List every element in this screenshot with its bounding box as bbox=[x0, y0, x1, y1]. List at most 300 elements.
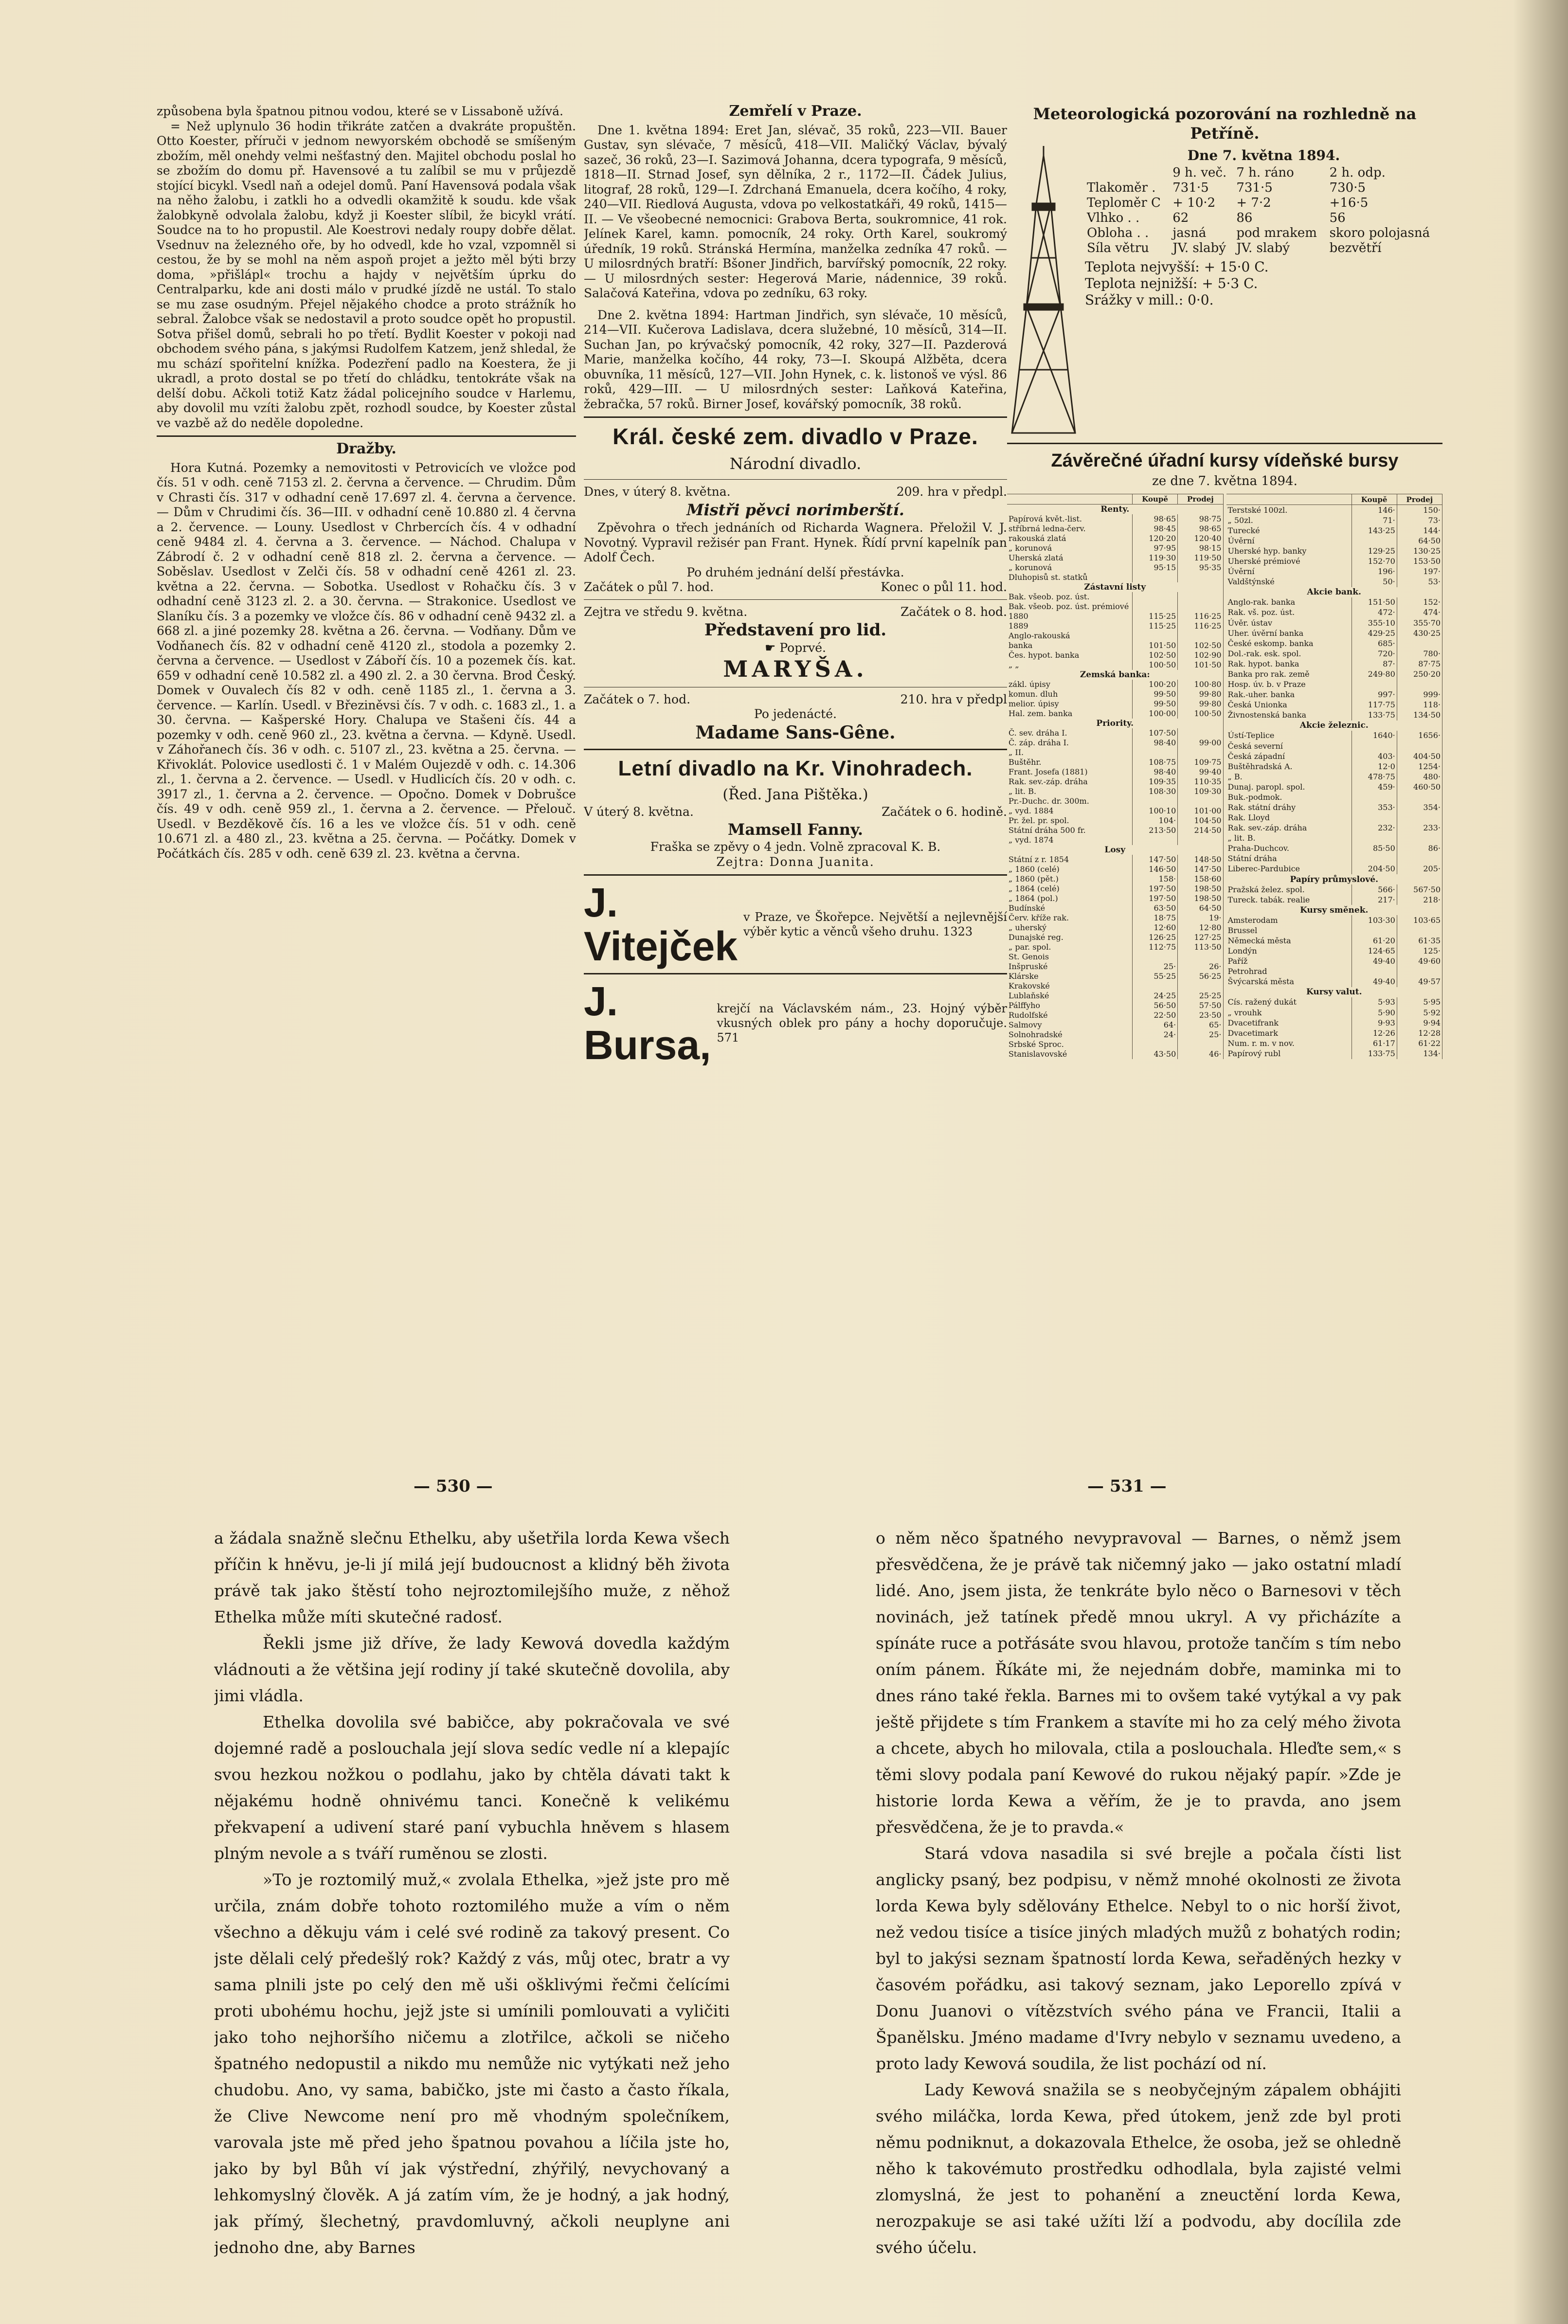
bourse-buy-price: 87· bbox=[1352, 659, 1397, 669]
show2-dateline bbox=[584, 605, 1007, 619]
bourse-security-name: Pražská želez. spol. bbox=[1226, 884, 1352, 895]
bourse-table-left bbox=[1007, 494, 1224, 1059]
meteo-label: Teploměr C bbox=[1087, 196, 1161, 210]
bourse-row bbox=[1007, 962, 1223, 972]
bourse-buy-price: 104· bbox=[1133, 816, 1178, 826]
bourse-sell-price bbox=[1397, 792, 1442, 802]
bourse-security-name: Pr.-Duchc. dr. 300m. bbox=[1007, 796, 1133, 806]
bourse-row bbox=[1226, 536, 1442, 546]
bourse-sell-price: 1656· bbox=[1397, 731, 1442, 741]
bourse-sell-price: 355·70 bbox=[1397, 618, 1442, 628]
bourse-security-name: Státní dráha bbox=[1226, 854, 1352, 864]
ad-bursa-name: J. Bursa, bbox=[584, 978, 711, 1068]
divider bbox=[584, 416, 1007, 418]
petrin-tower-image bbox=[1007, 146, 1080, 438]
news-cholera: způsobena byla špatnou pitnou vodou, které se v Lissaboně užívá. bbox=[157, 104, 563, 118]
story-right-column bbox=[876, 1525, 1401, 2284]
bourse-buy-price bbox=[1133, 631, 1178, 641]
bourse-buy-price: 197·50 bbox=[1133, 884, 1178, 894]
bourse-sell-price: 474· bbox=[1397, 608, 1442, 618]
divider bbox=[584, 973, 1007, 974]
bourse-row bbox=[1007, 738, 1223, 748]
bourse-sell-price: 233· bbox=[1397, 823, 1442, 833]
bourse-row bbox=[1226, 515, 1442, 525]
bourse-row bbox=[1007, 855, 1223, 865]
bourse-security-name: Dluhopisů st. statků bbox=[1007, 573, 1133, 582]
bourse-security-name: Uherské prémiové bbox=[1226, 557, 1352, 567]
meteo-heading: Meteorologická pozorování na rozhledně na Petříně. bbox=[1033, 105, 1417, 143]
meteo-data bbox=[1085, 146, 1442, 438]
bourse-row bbox=[1007, 913, 1223, 923]
bourse-security-name: Pálffyho bbox=[1007, 1001, 1133, 1010]
bourse-buy-price: 12·26 bbox=[1352, 1028, 1397, 1038]
bourse-buy-price: 85·50 bbox=[1352, 844, 1397, 854]
bourse-sell-price: 102·50 bbox=[1178, 641, 1223, 650]
bourse-security-name: „ uherský bbox=[1007, 923, 1133, 933]
bourse-buy-price: 217· bbox=[1352, 895, 1397, 905]
bourse-row bbox=[1007, 991, 1223, 1001]
bourse-buy-price bbox=[1133, 835, 1178, 845]
bourse-row bbox=[1226, 1048, 1442, 1059]
bourse-buy-price: 100·50 bbox=[1133, 660, 1178, 670]
bourse-sell-price: 120·40 bbox=[1178, 534, 1223, 543]
bourse-row bbox=[1007, 563, 1223, 573]
bourse-buy-price: 101·50 bbox=[1133, 641, 1178, 650]
bourse-sell-price: 116·25 bbox=[1178, 612, 1223, 621]
bourse-row bbox=[1226, 628, 1442, 638]
ad-vitejcek-name: J. Vitejček bbox=[584, 880, 738, 969]
bourse-buy-price bbox=[1352, 925, 1397, 936]
divider bbox=[584, 749, 1007, 750]
bourse-security-name: Papírová květ.-list. bbox=[1007, 514, 1133, 524]
meteo-value: bezvětří bbox=[1329, 241, 1382, 255]
bourse-buy-price: 61·17 bbox=[1352, 1038, 1397, 1048]
column-buy: Koupě bbox=[1133, 494, 1178, 504]
auctions-heading: Dražby. bbox=[336, 440, 397, 457]
meteo-table bbox=[1085, 165, 1442, 256]
bourse-sell-price: 98·15 bbox=[1178, 543, 1223, 553]
bourse-buy-price: 685· bbox=[1352, 638, 1397, 649]
bourse-buy-price: 143·25 bbox=[1352, 525, 1397, 536]
bourse-buy-price: 22·50 bbox=[1133, 1010, 1178, 1020]
bourse-security-name: Buštěhr. bbox=[1007, 757, 1133, 767]
ad-vitejcek-number: 1323 bbox=[943, 925, 973, 938]
bourse-buy-price: 108·75 bbox=[1133, 757, 1178, 767]
bourse-security-name: Krakovské bbox=[1007, 981, 1133, 991]
bourse-security-name: Č. sev. dráha I. bbox=[1007, 728, 1133, 738]
bourse-buy-price: 24·25 bbox=[1133, 991, 1178, 1001]
bourse-sell-price bbox=[1397, 833, 1442, 844]
bourse-sell-price: 148·50 bbox=[1178, 855, 1223, 865]
bourse-section-label: Papíry průmyslové. bbox=[1226, 874, 1442, 884]
bourse-sell-price: 101·50 bbox=[1178, 660, 1223, 670]
bourse-security-name: komun. dluh bbox=[1007, 689, 1133, 699]
bourse-section-label: Akcie železnic. bbox=[1226, 721, 1442, 731]
bourse-sell-price: 102·90 bbox=[1178, 650, 1223, 660]
show2-first bbox=[584, 641, 1007, 656]
meteo-value: jasná bbox=[1172, 226, 1207, 240]
bourse-row bbox=[1007, 903, 1223, 913]
bourse-security-name: „ lit. B. bbox=[1007, 787, 1133, 796]
bourse-buy-price bbox=[1352, 813, 1397, 823]
bourse-buy-price: 232· bbox=[1352, 823, 1397, 833]
meteo-label: Obloha . . bbox=[1087, 226, 1149, 240]
bourse-security-name: Anglo-rakouská bbox=[1007, 631, 1133, 641]
bourse-security-name: Bak. všeob. poz. úst. prémiové bbox=[1007, 602, 1133, 612]
bourse-security-name: Turecké bbox=[1226, 525, 1352, 536]
bourse-row bbox=[1007, 923, 1223, 933]
bourse-sell-price: 99·40 bbox=[1178, 767, 1223, 777]
bourse-security-name: Česká západní bbox=[1226, 751, 1352, 761]
bourse-buy-price: 99·50 bbox=[1133, 699, 1178, 709]
bourse-sell-price bbox=[1178, 602, 1223, 612]
bourse-sell-price: 134· bbox=[1397, 1048, 1442, 1059]
bourse-buy-price: 147·50 bbox=[1133, 855, 1178, 865]
show1-dateline bbox=[584, 485, 1007, 499]
bourse-sell-price: 53· bbox=[1397, 577, 1442, 587]
bourse-sell-price bbox=[1397, 967, 1442, 977]
meteo-row bbox=[1085, 196, 1442, 211]
bourse-section-row bbox=[1007, 582, 1223, 592]
bourse-buy-price: 99·50 bbox=[1133, 689, 1178, 699]
bourse-row bbox=[1226, 1028, 1442, 1038]
show1-subscription: 209. hra v předpl. bbox=[896, 485, 1007, 499]
show1-start: Začátek o půl 7. hod. bbox=[584, 580, 714, 594]
bourse-sell-price: 214·50 bbox=[1178, 826, 1223, 835]
show1-date: Dnes, v úterý 8. května. bbox=[584, 485, 731, 499]
bourse-security-name: Uherské hyp. banky bbox=[1226, 546, 1352, 556]
bourse-tables bbox=[1007, 494, 1442, 1059]
bourse-sell-price: 110·35 bbox=[1178, 777, 1223, 787]
bourse-security-name: „ 1864 (pol.) bbox=[1007, 894, 1133, 903]
bourse-buy-price: 98·65 bbox=[1133, 514, 1178, 524]
bourse-row bbox=[1226, 669, 1442, 679]
bourse-buy-price: 61·20 bbox=[1352, 936, 1397, 946]
bourse-section-row bbox=[1226, 987, 1442, 997]
bourse-security-name: Rak.-uher. banka bbox=[1226, 690, 1352, 700]
bourse-security-name: Dunajské reg. bbox=[1007, 933, 1133, 942]
bourse-sell-price: 480· bbox=[1397, 772, 1442, 782]
bourse-buy-price: 49·40 bbox=[1352, 956, 1397, 967]
meteo-value: 86 bbox=[1236, 211, 1253, 225]
page-number-right: — 531 — bbox=[1087, 1477, 1167, 1496]
bourse-buy-price: 403· bbox=[1352, 751, 1397, 761]
bourse-row bbox=[1007, 680, 1223, 689]
column-deaths-theatre bbox=[584, 104, 1007, 1301]
bourse-buy-price: 109·35 bbox=[1133, 777, 1178, 787]
bourse-security-name: Dunaj. paropl. spol. bbox=[1226, 782, 1352, 792]
bourse-security-name: Rak. Lloyd bbox=[1226, 813, 1352, 823]
bourse-sell-price bbox=[1397, 813, 1442, 823]
bourse-row bbox=[1007, 592, 1223, 602]
bourse-security-name: 1889 bbox=[1007, 621, 1133, 631]
divider bbox=[157, 435, 576, 437]
bourse-row bbox=[1007, 972, 1223, 981]
bourse-row bbox=[1007, 748, 1223, 757]
bourse-security-name: Česká severní bbox=[1226, 741, 1352, 751]
bourse-security-name: Čes. hypot. banka bbox=[1007, 650, 1133, 660]
bourse-row bbox=[1007, 1010, 1223, 1020]
bourse-buy-price bbox=[1133, 592, 1178, 602]
bourse-row bbox=[1007, 543, 1223, 553]
bourse-sell-price bbox=[1178, 728, 1223, 738]
bourse-security-name: Úvěr. ústav bbox=[1226, 618, 1352, 628]
bourse-sell-price: 86· bbox=[1397, 844, 1442, 854]
bourse-security-name: „ vrouhk bbox=[1226, 1008, 1352, 1018]
meteo-row bbox=[1085, 241, 1442, 256]
bourse-buy-price: 56·50 bbox=[1133, 1001, 1178, 1010]
bourse-security-name: „ 50zl. bbox=[1226, 515, 1352, 525]
meteo-value: +16·5 bbox=[1329, 196, 1369, 210]
bourse-row bbox=[1226, 505, 1442, 516]
bourse-buy-price: 478·75 bbox=[1352, 772, 1397, 782]
bourse-buy-price bbox=[1352, 741, 1397, 751]
bourse-row bbox=[1226, 741, 1442, 751]
meteo-max: Teplota nejvyšší: + 15·0 C. bbox=[1085, 259, 1269, 275]
bourse-security-name: „ 1860 (celé) bbox=[1007, 865, 1133, 874]
bourse-security-name: Státní dráha 500 fr. bbox=[1007, 826, 1133, 835]
bourse-security-name: „ korunová bbox=[1007, 563, 1133, 573]
bourse-row bbox=[1226, 525, 1442, 536]
bourse-sell-price: 57·50 bbox=[1178, 1001, 1223, 1010]
bourse-row bbox=[1007, 524, 1223, 534]
bourse-row bbox=[1226, 823, 1442, 833]
bourse-sell-price: 9·94 bbox=[1397, 1018, 1442, 1028]
bourse-security-name: Inšpruské bbox=[1007, 962, 1133, 972]
ad-vitejcek-text bbox=[743, 910, 1007, 939]
bourse-security-name: Rak. sev.-záp. dráha bbox=[1226, 823, 1352, 833]
bourse-row bbox=[1226, 690, 1442, 700]
bourse-sell-price: 61·35 bbox=[1397, 936, 1442, 946]
bourse-buy-price: 100·20 bbox=[1133, 680, 1178, 689]
bourse-row bbox=[1226, 854, 1442, 864]
bourse-row bbox=[1007, 767, 1223, 777]
divider bbox=[1007, 443, 1442, 444]
bourse-buy-price: 102·50 bbox=[1133, 650, 1178, 660]
bourse-sell-price bbox=[1178, 981, 1223, 991]
bourse-sell-price: 12·28 bbox=[1397, 1028, 1442, 1038]
bourse-row bbox=[1007, 933, 1223, 942]
meteo-block bbox=[1007, 146, 1442, 438]
bourse-buy-price bbox=[1133, 796, 1178, 806]
bourse-sell-price: 116·25 bbox=[1178, 621, 1223, 631]
bourse-security-name: Rudolfské bbox=[1007, 1010, 1133, 1020]
bourse-section-label: Losy bbox=[1007, 845, 1223, 855]
bourse-buy-price: 71· bbox=[1352, 515, 1397, 525]
bourse-security-name: Dvacetifrank bbox=[1226, 1018, 1352, 1028]
bourse-row bbox=[1007, 1040, 1223, 1049]
bourse-sell-price: 198·50 bbox=[1178, 894, 1223, 903]
bourse-buy-price: 103·30 bbox=[1352, 915, 1397, 925]
show3-play: Madame Sans-Gêne. bbox=[695, 722, 896, 743]
bourse-section-label: Zemská banka: bbox=[1007, 670, 1223, 680]
bourse-security-name: Česká Unionka bbox=[1226, 700, 1352, 710]
bourse-row bbox=[1226, 751, 1442, 761]
bourse-row bbox=[1226, 813, 1442, 823]
bourse-row bbox=[1226, 546, 1442, 556]
bourse-buy-price: 117·75 bbox=[1352, 700, 1397, 710]
meteo-rain: Srážky v mill.: 0·0. bbox=[1085, 292, 1214, 308]
ad-vitejcek-body: v Praze, ve Škořepce. Největší a nejlevnější výběr kytic a věnců všeho druhu. bbox=[743, 910, 1007, 938]
bourse-security-name: Bak. všeob. poz. úst. bbox=[1007, 592, 1133, 602]
deaths-heading: Zemřelí v Praze. bbox=[729, 104, 862, 120]
bourse-security-name: Uherská zlatá bbox=[1007, 553, 1133, 563]
bourse-buy-price bbox=[1133, 981, 1178, 991]
bourse-row bbox=[1226, 895, 1442, 905]
auctions-text: Hora Kutná. Pozemky a nemovitosti v Petrovicích ve vložce pod čís. 51 v odh. ceně 7153 zl. 2. června a července. — Chrudim. Dům v Chrasti čís. 317 v odhadní ceně 17.697 zl. 4. června a července. — Dům v Chrudimi čís. 36—III. v odhadní ceně 10.880 zl. 4 června a 2. července. — Louny. Usedlost v Chrbercích čís. 4 v odhadní ceně 9484 zl. 4. června a 3. července. — Náchod. Chalupa v Zábrodí č. 2 v odhadní ceně 818 zl. 2. června a července. — Soběslav. Usedlost v Zelči čís. 58 v odhadní ceně 4261 zl. 23. května a 22. června. — Sobotka. Usedlost v Rohačku čís. 3 v odhadní ceně 3123 zl. 2. a 30. června. — Strakonice. Usedlost ve Slaníku čís. 3 a pozemky ve vložce čís. 86 v odhadní ceně 9432 zl. a 668 zl. a jiné pozemky 28. května a 26. června. — Vodňany. Dům ve Vodňanech čís. 82 v odhadní ceně 4120 zl., stodola a pozemky 2. června a července. — Usedlost v Záboří čís. 10 a pozemek čís. kat. 659 v odhadní ceně 10.582 zl. a 490 zl. 2. a 30 června. Brod Český. Domek v Ouvalech čís 82 v odh. ceně 1185 zl., 1. června a 3. července. — Karlín. Usedl. v Březiněvsi čís. 7 v odh. c. 1683 zl., 1. a 30. června. — Kašperské Hory. Chalupa ve Stašeni čís. 44 a pozemky v odh. ceně 960 zl., 23. května a června. — Kdyně. Usedl. v Záhořanech čís. 36 v odh. c. 5107 zl., 23. května a 25. června. — Křivoklát. Polovice usedlosti č. 1 v Malém Oujezdě v odh. c. 14.306 zl., 1. června a 2. července. — Usedl. v Hudlicích čís. 20 v odh. c. 3917 zl., 1. června a 2. července. — Opočno. Domek v Dobrušce čís. 49 v odh. ceně 959 zl., 1. června a 2. července. — Přelouč. Usedl. v Bezděkově čís. 16 a les ve vložce čís. 51 v odh. ceně 10.671 zl. a 480 zl., 23. května a 25. června. — Počátky. Domek v Počátkách čís. 285 v odh. ceně 639 zl. 23. května a června. bbox=[157, 460, 576, 861]
bourse-buy-price bbox=[1133, 1040, 1178, 1049]
bourse-buy-price: 63·50 bbox=[1133, 903, 1178, 913]
bourse-sell-price bbox=[1397, 638, 1442, 649]
show3-subscription: 210. hra v předpl bbox=[900, 692, 1007, 706]
page-edge-shadow bbox=[1513, 0, 1568, 2324]
bourse-sell-price: 99·80 bbox=[1178, 699, 1223, 709]
show1-times bbox=[584, 580, 1007, 595]
summer-next: Zejtra: Donna Juanita. bbox=[716, 854, 875, 869]
bourse-row bbox=[1007, 816, 1223, 826]
bourse-row bbox=[1226, 761, 1442, 772]
meteo-label: Síla větru bbox=[1087, 241, 1149, 255]
bourse-sell-price bbox=[1397, 680, 1442, 690]
bourse-sell-price: 404·50 bbox=[1397, 751, 1442, 761]
bourse-sell-price: 153·50 bbox=[1397, 557, 1442, 567]
bourse-buy-price: 9·93 bbox=[1352, 1018, 1397, 1028]
bourse-row bbox=[1226, 649, 1442, 659]
bourse-sell-price: 152· bbox=[1397, 597, 1442, 608]
bourse-sell-price: 430·25 bbox=[1397, 628, 1442, 638]
bourse-table-right bbox=[1226, 494, 1443, 1059]
story-paragraph: Řekli jsme již dříve, že lady Kewová dovedla každým vládnouti a že většina její rodiny jí také skutečně dovolila, aby jimi vládla. bbox=[214, 1634, 730, 1705]
bourse-row bbox=[1226, 977, 1442, 987]
bourse-buy-price: 97·95 bbox=[1133, 543, 1178, 553]
bourse-buy-price: 213·50 bbox=[1133, 826, 1178, 835]
ad-bursa-text bbox=[717, 1001, 1007, 1045]
bourse-security-name: Praha-Duchcov. bbox=[1226, 844, 1352, 854]
bourse-row bbox=[1226, 967, 1442, 977]
bourse-buy-price: 151·50 bbox=[1352, 597, 1397, 608]
bourse-security-name: Úvěrní bbox=[1226, 536, 1352, 546]
bourse-buy-price: 146·50 bbox=[1133, 865, 1178, 874]
bourse-row bbox=[1007, 650, 1223, 660]
bourse-row bbox=[1007, 553, 1223, 563]
bourse-buy-price: 100·10 bbox=[1133, 806, 1178, 816]
bourse-row bbox=[1226, 844, 1442, 854]
bourse-security-name: „ B. bbox=[1226, 772, 1352, 782]
bourse-sell-price: 144· bbox=[1397, 525, 1442, 536]
bourse-buy-price: 119·30 bbox=[1133, 553, 1178, 563]
bourse-sell-price bbox=[1397, 741, 1442, 751]
bourse-section-label: Kursy směnek. bbox=[1226, 905, 1442, 915]
bourse-sell-price bbox=[1178, 1040, 1223, 1049]
bourse-row bbox=[1007, 728, 1223, 738]
deaths-may1: Dne 1. května 1894: Eret Jan, slévač, 35 roků, 223—VII. Bauer Gustav, syn slévače, 7 měsíců, 418—VII. Maličký Václav, bývalý sazeč, 36 roků, 23—I. Sazimová Johanna, dcera typografa, 9 měsíců, 1818—II. Strnad Josef, syn dělníka, 2 r., 1172—II. Čádek Julius, litograf, 28 roků, 129—I. Zdrchaná Emanuela, dcera kočího, 4 roky, 240—VII. Riedlová Augusta, vdova po velkostatkáři, 49 roků, 1415—II. — Ve všeobecné nemocnici: Grabova Berta, soukromnice, 41 rok. Jelínek Karel, kamn. pomocník, 24 roky. Orth Karel, soukromý úředník, 19 roků. Stránská Hermína, manželka zedníka 47 roků. — U milosrdných bratří: Bšoner Jindřich, barvířský pomocník, 22 roky. — U milosrdných sester: Hegerová Marie, nádennice, 39 roků. Salačová Kateřina, vdova po zedníku, 63 roky. bbox=[584, 123, 1007, 300]
bourse-row bbox=[1226, 608, 1442, 618]
bourse-row bbox=[1007, 534, 1223, 543]
bourse-security-name: Rak. vš. poz. úst. bbox=[1226, 608, 1352, 618]
bourse-security-name: „ par. spol. bbox=[1007, 942, 1133, 952]
bourse-buy-price: 95·15 bbox=[1133, 563, 1178, 573]
bourse-buy-price bbox=[1133, 573, 1178, 582]
meteo-value: 62 bbox=[1172, 211, 1189, 225]
bourse-sell-price bbox=[1397, 925, 1442, 936]
bourse-sell-price: 19· bbox=[1178, 913, 1223, 923]
meteo-value: JV. slabý bbox=[1172, 241, 1226, 255]
bourse-buy-price bbox=[1352, 792, 1397, 802]
bourse-security-name: Rak. hypot. banka bbox=[1226, 659, 1352, 669]
bourse-buy-price bbox=[1133, 602, 1178, 612]
bourse-section-row bbox=[1226, 587, 1442, 597]
column-buy: Koupě bbox=[1352, 494, 1397, 505]
bourse-buy-price: 107·50 bbox=[1133, 728, 1178, 738]
bourse-buy-price: 133·75 bbox=[1352, 710, 1397, 721]
news-koester: = Než uplynulo 36 hodin třikráte zatčen a dvakráte propuštěn. Otto Koester, příruči v jednom newyorském obchodě se smíšeným zbožím, měl onehdy velmi nešťastný den. Majitel obchodu poslal ho se zbožím do domu př. Havensové a tu zalíbil se mu v průjezdě stojící bicykl. Vsedl naň a odejel domů. Paní Havensová podala však na něho žalobu, i zatkli ho a odvedli okamžitě k soudu. kde však žalobkyně odvolala žalobu, když ji Koester slíbil, že bicykl vrátí. Soudce na to ho propustil. Ale Koestrovi nedaly roupy dobře dělat. Vsednuv na železného oře, by ho odvedl, kde ho vzal, vzpomněl si cestou, že by se mohl na něm aspoň projet a ježto měl býti brzy doma, »přišlápl« trochu a hajdy v největším úprku do Centralparku, kde ani dosti málo v prudké jízdě ne ustál. To stalo se mu zase osudným. Přejel nějakého chodce a proto strážník ho sebral. Žalobce však se nedostavil a proto soudce opět ho propustil. Sotva přišel domů, sebrali ho po třetí. Bydlit Koester v pokoji nad obchodem svého pána, s jakýmsi Rudolfem Katzem, jenž shledal, že mu schází spořitelní knížka. Podezření padlo na Koestera, že ji ukradl, a proto dostal se po třetí do chládku, tentokráte však na delší dobu. Ačkoli totiž Katz žádal policejního soudce v Harlemu, aby dovolil mu vzíti žalobu zpět, rozhodl soudce, by Koester zůstal ve vazbě až do neděle dopoledne. bbox=[157, 119, 576, 430]
bourse-row bbox=[1007, 942, 1223, 952]
bourse-security-name: Uher. úvěrní banka bbox=[1226, 628, 1352, 638]
bourse-sell-price: 99·80 bbox=[1178, 689, 1223, 699]
bourse-row bbox=[1007, 981, 1223, 991]
bourse-security-name: melior. úpisy bbox=[1007, 699, 1133, 709]
bourse-sell-price: 147·50 bbox=[1178, 865, 1223, 874]
bourse-sell-price: 64·50 bbox=[1397, 536, 1442, 546]
bourse-row bbox=[1007, 796, 1223, 806]
show1-end: Konec o půl 11. hod. bbox=[881, 580, 1007, 594]
bourse-security-name: zákl. úpisy bbox=[1007, 680, 1133, 689]
bourse-buy-price: 5·93 bbox=[1352, 997, 1397, 1008]
bourse-sell-price bbox=[1178, 631, 1223, 641]
bourse-buy-price: 129·25 bbox=[1352, 546, 1397, 556]
bourse-sell-price: 109·75 bbox=[1178, 757, 1223, 767]
bourse-security-name: Dvacetimark bbox=[1226, 1028, 1352, 1038]
bourse-security-name: Ústí-Teplice bbox=[1226, 731, 1352, 741]
bourse-buy-price bbox=[1352, 536, 1397, 546]
bourse-section-row bbox=[1007, 845, 1223, 855]
bourse-security-name: Rak. státní dráhy bbox=[1226, 802, 1352, 812]
bourse-security-name: 1880 bbox=[1007, 612, 1133, 621]
bourse-security-name: Papírový rubl bbox=[1226, 1048, 1352, 1059]
bourse-security-name: Klárske bbox=[1007, 972, 1133, 981]
bourse-row bbox=[1007, 1049, 1223, 1059]
bourse-sell-price: 64·50 bbox=[1178, 903, 1223, 913]
bourse-row bbox=[1007, 709, 1223, 719]
ad-vitejcek bbox=[584, 881, 1007, 968]
bourse-security-name: Švýcarská města bbox=[1226, 977, 1352, 987]
meteo-value: JV. slabý bbox=[1236, 241, 1290, 255]
bourse-sell-price: 5·92 bbox=[1397, 1008, 1442, 1018]
bourse-buy-price: 50· bbox=[1352, 577, 1397, 587]
bourse-security-name: Dol.-rak. esk. spol. bbox=[1226, 649, 1352, 659]
show2-title: Představení pro lid. bbox=[704, 620, 887, 640]
bourse-buy-price: 472· bbox=[1352, 608, 1397, 618]
bourse-sell-price: 113·50 bbox=[1178, 942, 1223, 952]
bourse-buy-price: 12·0 bbox=[1352, 761, 1397, 772]
bourse-security-name: Valdštýnské bbox=[1226, 577, 1352, 587]
column-news bbox=[157, 104, 576, 1301]
bourse-row bbox=[1007, 699, 1223, 709]
bourse-sell-price: 130·25 bbox=[1397, 546, 1442, 556]
meteo-header-row bbox=[1085, 165, 1442, 180]
pointing-hand-icon: ☛ bbox=[764, 641, 780, 655]
bourse-row bbox=[1007, 612, 1223, 621]
bourse-security-name: Státní z r. 1854 bbox=[1007, 855, 1133, 865]
bourse-buy-price: 108·30 bbox=[1133, 787, 1178, 796]
bourse-security-name: Úvěrní bbox=[1226, 567, 1352, 577]
bourse-security-name: Č. záp. dráha I. bbox=[1007, 738, 1133, 748]
bourse-sell-price: 98·75 bbox=[1178, 514, 1223, 524]
show1-title: Mistři pěvci norimberští. bbox=[686, 501, 904, 519]
story-paragraph: Stará vdova nasadila si své brejle a počala čísti list anglicky psaný, bez podpisu, v němž mnohé okolnosti ze života lorda Kewa byly sdělovány Ethelce. Nebyl to o nic horší život, než vedou tisíce a tisíce jiných mladých mužů z bohatých rodin; byl to jakýsi seznam špatností lorda Kewa, seřaděných hezky v časovém pořádku, asi takový seznam, jako Leporello zpívá v Donu Juanovi o vítězstvích svého pána ve Francii, Italii a Španělsku. Jméno madame d'Ivry nebylo v seznamu uvedeno, a proto lady Kewová soudila, že list pochází od ní. bbox=[876, 1844, 1401, 2073]
bourse-section-row bbox=[1226, 905, 1442, 915]
bourse-row bbox=[1226, 782, 1442, 792]
